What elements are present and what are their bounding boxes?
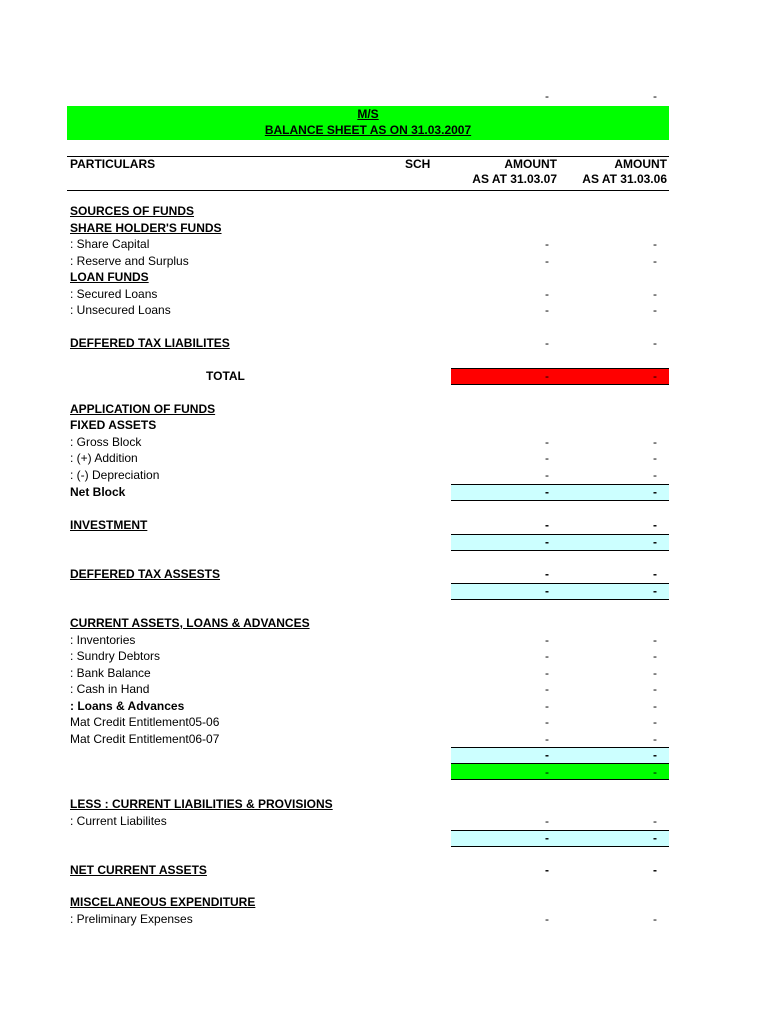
investment-row: INVESTMENT - - <box>70 518 657 532</box>
cash-in-hand-row: : Cash in Hand - - <box>70 682 657 696</box>
deferred-tax-assets-row: DEFFERED TAX ASSESTS - - <box>70 567 657 581</box>
application-of-funds-heading: APPLICATION OF FUNDS <box>70 402 216 416</box>
deferred-tax-liabilities-row: DEFFERED TAX LIABILITES - - <box>70 336 657 350</box>
mat-credit-0506-row: Mat Credit Entitlement05-06 - - <box>70 715 657 729</box>
top-dash-amount-0306: - <box>653 89 657 103</box>
less-current-liabilities-heading: LESS : CURRENT LIABILITIES & PROVISIONS <box>70 797 333 811</box>
net-block-row: Net Block - - <box>67 484 669 500</box>
deferred-tax-assets-subtotal-row: - - <box>67 583 669 599</box>
mat-credit-0607-row: Mat Credit Entitlement06-07 - - <box>70 732 657 746</box>
preliminary-expenses-row: : Preliminary Expenses - - <box>70 912 657 926</box>
bank-balance-row: : Bank Balance - - <box>70 666 657 680</box>
fixed-assets-heading: FIXED ASSETS <box>70 418 157 432</box>
company-name: M/S <box>357 107 379 121</box>
current-assets-subtotal-row: - - <box>67 747 669 763</box>
sch-header: SCH <box>405 157 431 171</box>
loan-funds-heading: LOAN FUNDS <box>70 270 149 284</box>
loans-advances-row: : Loans & Advances - - <box>70 699 657 713</box>
amount-0306-subheader: AS AT 31.03.06 <box>582 172 667 186</box>
amount-0307-header: AMOUNT <box>504 157 557 171</box>
investment-subtotal-row: - - <box>67 534 669 550</box>
current-liabilities-subtotal-row: - - <box>67 830 669 846</box>
net-current-assets-row: NET CURRENT ASSETS - - <box>70 863 657 877</box>
top-dash-amount-0307: - <box>545 89 549 103</box>
shareholders-funds-heading: SHARE HOLDER'S FUNDS <box>70 221 222 235</box>
share-capital-row: : Share Capital - - <box>70 237 657 251</box>
depreciation-row: : (-) Depreciation - - <box>70 468 657 482</box>
column-header <box>67 156 669 191</box>
top-dash-row <box>67 88 669 104</box>
current-assets-total-row: - - <box>67 764 669 780</box>
reserve-surplus-row: : Reserve and Surplus - - <box>70 254 657 268</box>
inventories-row: : Inventories - - <box>70 633 657 647</box>
total-row: TOTAL - - <box>67 368 669 384</box>
page-title: BALANCE SHEET AS ON 31.03.2007 <box>264 123 472 137</box>
title-banner <box>67 106 669 140</box>
misc-expenditure-heading: MISCELANEOUS EXPENDITURE <box>70 895 256 909</box>
amount-0307-subheader: AS AT 31.03.07 <box>472 172 557 186</box>
current-liabilities-row: : Current Liabilites - - <box>70 814 657 828</box>
sundry-debtors-row: : Sundry Debtors - - <box>70 649 657 663</box>
amount-0306-header: AMOUNT <box>614 157 667 171</box>
addition-row: : (+) Addition - - <box>70 451 657 465</box>
gross-block-row: : Gross Block - - <box>70 435 657 449</box>
secured-loans-row: : Secured Loans - - <box>70 287 657 301</box>
unsecured-loans-row: : Unsecured Loans - - <box>70 303 657 317</box>
particulars-header: PARTICULARS <box>70 157 156 171</box>
current-assets-heading: CURRENT ASSETS, LOANS & ADVANCES <box>70 616 310 630</box>
sources-of-funds-heading: SOURCES OF FUNDS <box>70 204 195 218</box>
